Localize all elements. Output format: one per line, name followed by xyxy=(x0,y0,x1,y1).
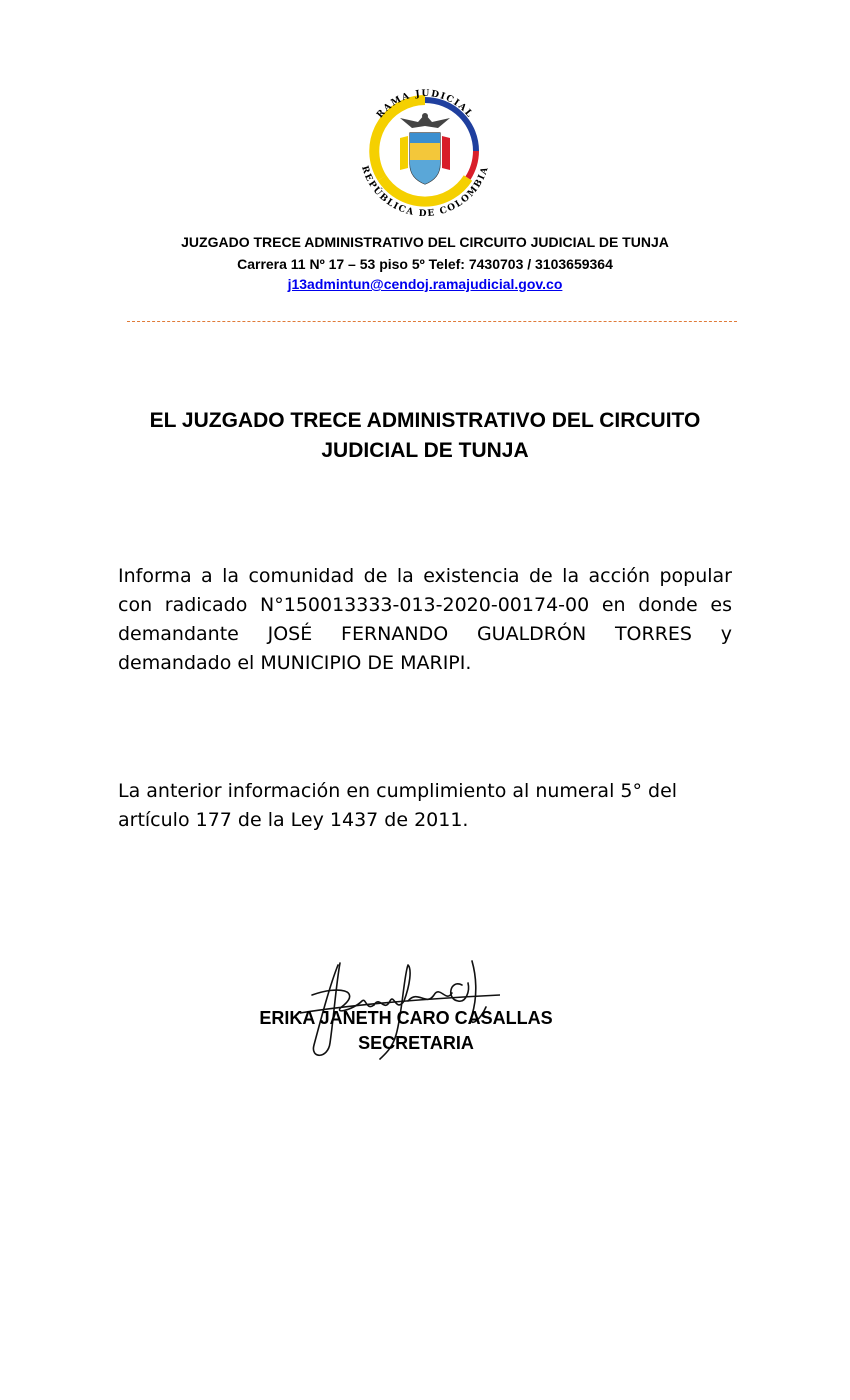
document-title: EL JUZGADO TRECE ADMINISTRATIVO DEL CIRCUITO JUDICIAL DE TUNJA xyxy=(149,409,701,462)
court-email-line xyxy=(0,276,850,292)
paragraph-legal-basis: La anterior información en cumplimiento al numeral 5° del artículo 177 de la Ley 1437 de 2011. xyxy=(118,780,678,831)
seal-top-text: RAMA JUDICIAL xyxy=(375,88,475,121)
court-email-link[interactable]: j13admintun@cendoj.ramajudicial.gov.co xyxy=(287,276,563,292)
header-divider xyxy=(127,321,737,322)
seal-bottom-text: REPÚBLICA DE COLOMBIA xyxy=(358,164,492,220)
signer-name: ERIKA JANETH CARO CASALLAS xyxy=(259,1008,553,1028)
rama-judicial-seal xyxy=(352,78,498,224)
court-address: Carrera 11 Nº 17 – 53 piso 5º Telef: 7430703 / 3103659364 xyxy=(237,256,613,272)
court-name: JUZGADO TRECE ADMINISTRATIVO DEL CIRCUITO JUDICIAL DE TUNJA xyxy=(181,234,669,250)
signer-role: SECRETARIA xyxy=(358,1033,474,1053)
paragraph-notice: Informa a la comunidad de la existencia de la acción popular con radicado N°150013333-013-2020-00174-00 en donde es demandante JOSÉ FERNANDO GUALDRÓN TORRES y demandado el MUNICIPIO DE MARIPI. xyxy=(118,565,732,674)
